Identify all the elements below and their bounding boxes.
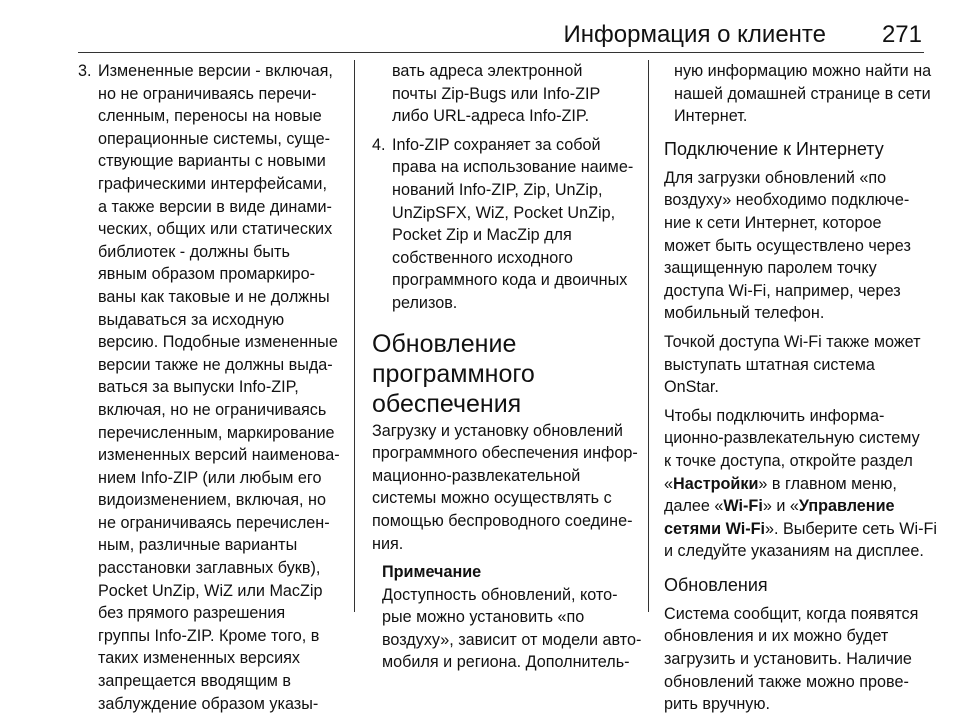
column-2 (372, 60, 642, 672)
text-line: загрузить и установить. Наличие (664, 650, 912, 669)
text-line: релизов. (392, 293, 458, 312)
text-line: ния. (372, 534, 404, 553)
list-item-number: 4. (372, 135, 386, 154)
text-line: собственного исходного (392, 248, 573, 267)
text-line: рить вручную. (664, 695, 771, 714)
text-line: ческих, общих или статических (98, 220, 333, 239)
text-line: нашей домашней странице в сети (674, 84, 931, 103)
text-line: OnStar. (664, 378, 719, 397)
list-item-body (392, 134, 634, 315)
text-line: Pocket Zip и MacZip для (392, 226, 572, 245)
text-line: обновления и их можно будет (664, 627, 889, 646)
menu-name-wifi: Wi-Fi (723, 497, 763, 516)
text-line: библиотек - должны быть (98, 242, 290, 261)
text-line: не ограничиваясь перечислен- (98, 513, 330, 532)
list-item-number: 3. (78, 62, 92, 80)
text-line: мобильный телефон. (664, 304, 825, 323)
text-line: версии также не должны выда- (98, 355, 333, 374)
text-line: Точкой доступа Wi-Fi также может (664, 332, 921, 351)
text-line: ную информацию можно найти на (674, 62, 932, 80)
text-line: Интернет. (674, 107, 748, 126)
text-line: UnZipSFX, WiZ, Pocket UnZip, (392, 203, 616, 222)
text-line: Чтобы подключить информа- (664, 406, 885, 425)
text-line: воздуху», зависит от модели авто- (382, 630, 642, 649)
column-1 (78, 60, 344, 713)
list-item-body (98, 60, 344, 715)
text-line: нований Info-ZIP, Zip, UnZip, (392, 180, 603, 199)
text-line: без прямого разрешения (98, 604, 286, 623)
page-header-title: Информация о клиенте (563, 21, 826, 48)
text-line: воздуху» необходимо подключе- (664, 191, 910, 210)
menu-name-wifi-networks: сетями Wi-Fi (664, 519, 765, 538)
note-box-continued (664, 60, 932, 128)
paragraph (664, 603, 928, 716)
text-line: заблуждение образом указы- (98, 694, 319, 713)
column-3 (664, 60, 937, 714)
text-line: «Настройки» в главном меню, (664, 474, 897, 493)
text-line: группы Info-ZIP. Кроме того, в (98, 626, 320, 645)
text-line: ваны как таковые и не должны (98, 287, 330, 306)
text-line: права на использование наиме- (392, 158, 634, 177)
text-line: Система сообщит, когда появятся (664, 604, 919, 623)
list-item-3 (78, 60, 344, 715)
text-line: к точке доступа, откройте раздел (664, 451, 913, 470)
column-divider-1 (354, 60, 355, 612)
text-line: явным образом промаркиро- (98, 265, 315, 284)
text-line: видоизменением, включая, но (98, 491, 326, 510)
text-line: а также версии в виде динами- (98, 197, 332, 216)
paragraph (664, 167, 928, 325)
text-line: графическими интерфейсами, (98, 174, 327, 193)
text-line: версию. Подобные измененные (98, 333, 338, 352)
text-line: и следуйте указаниям на дисплее. (664, 542, 924, 561)
text-line: ным, различные варианты (98, 536, 298, 555)
paragraph (664, 331, 928, 399)
text-line: Info-ZIP сохраняет за собой (392, 135, 601, 154)
paragraph (372, 420, 638, 556)
text-line: нием Info-ZIP (или любым его (98, 468, 322, 487)
text-line: выдаваться за исходную (98, 310, 285, 329)
text-line: таких измененных версиях (98, 649, 301, 668)
section-heading-updates: Обновления (664, 574, 768, 595)
note-box (372, 561, 642, 674)
text-line: рые можно установить «по (382, 608, 585, 627)
text-line: Для загрузки обновлений «по (664, 168, 887, 187)
page-number: 271 (881, 21, 922, 48)
text-line: сетями Wi-Fi». Выберите сеть Wi-Fi (664, 519, 937, 538)
menu-name-settings: Настройки (673, 474, 759, 493)
text-line: но не ограничиваясь перечи- (98, 84, 317, 103)
text-line: почты Zip-Bugs или Info-ZIP (392, 84, 601, 103)
text-line: далее «Wi-Fi» и «Управление (664, 497, 895, 516)
text-line: выступать штатная система (664, 355, 875, 374)
text-line: либо URL-адреса Info-ZIP. (392, 107, 590, 126)
text-line: Измененные версии - включая, (98, 62, 333, 80)
text-line: расстановки заглавных букв), (98, 559, 321, 578)
text-line: ние к сети Интернет, которое (664, 213, 882, 232)
text-line: ствующие варианты с новыми (98, 152, 326, 171)
text-line: помощью беспроводного соедине- (372, 511, 633, 530)
text-line: Pocket UnZip, WiZ или MacZip (98, 581, 323, 600)
menu-name-manage: Управление (798, 497, 895, 516)
paragraph (664, 405, 937, 563)
text-line: Загрузку и установку обновлений (372, 421, 623, 440)
text-line: мационно-развлекательной (372, 466, 581, 485)
header-rule (78, 52, 924, 53)
text-line: операционные системы, суще- (98, 129, 331, 148)
text-line: может быть осуществлено через (664, 236, 911, 255)
text-line: защищенную паролем точку (664, 259, 877, 278)
text-line: доступа Wi-Fi, например, через (664, 281, 901, 300)
text-line: перечисленным, маркирование (98, 423, 335, 442)
text-line: вать адреса электронной (392, 62, 583, 80)
text-line: запрещается вводящим в (98, 672, 292, 691)
text-line: сленным, переносы на новые (98, 107, 322, 126)
text-line: Доступность обновлений, кото- (382, 585, 618, 604)
section-heading-internet: Подключение к Интернету (664, 138, 884, 159)
text-line: измененных версий наименова- (98, 446, 340, 465)
column-divider-2 (648, 60, 649, 612)
text-line: включая, но не ограничиваясь (98, 400, 327, 419)
text-line: программного обеспечения инфор- (372, 444, 638, 463)
text-line: мобиля и региона. Дополнитель- (382, 653, 630, 672)
text-line: ваться за выпуски Info-ZIP, (98, 378, 299, 397)
text-line: программного кода и двоичных (392, 271, 628, 290)
text-line: ционно-развлекательную систему (664, 429, 920, 448)
text-line: обновлений также можно прове- (664, 672, 909, 691)
text-line: системы можно осуществлять с (372, 489, 612, 508)
section-heading-software-update: Обновление программного обеспечения (372, 329, 535, 418)
note-title: Примечание (382, 563, 482, 582)
list-item-4 (372, 134, 634, 315)
list-item-3-continued (372, 60, 634, 128)
